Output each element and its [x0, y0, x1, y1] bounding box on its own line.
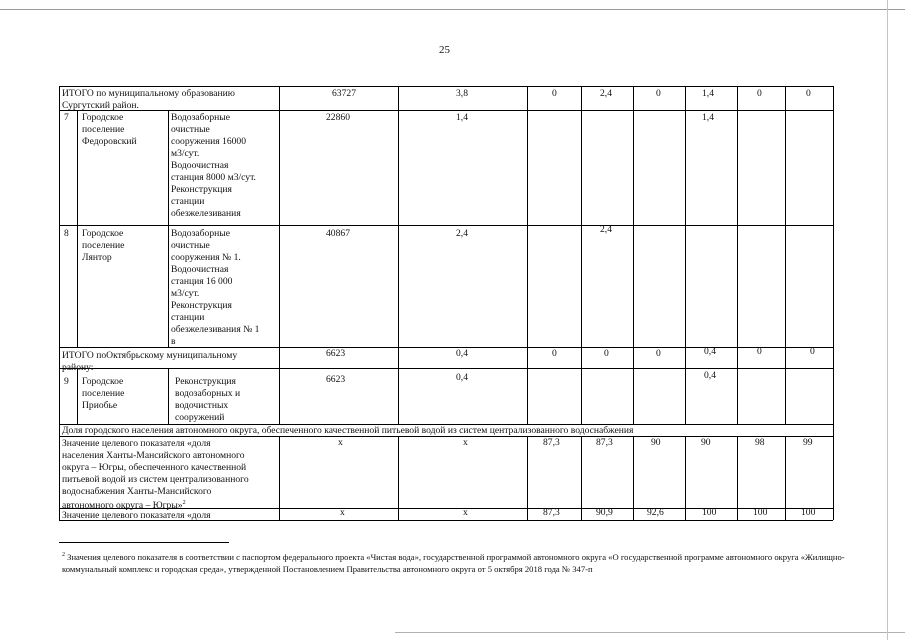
indicator2-c5: 92,6: [647, 507, 664, 518]
row-8-settlement-3: Лянтор: [82, 252, 112, 263]
total-oktyabrsky-c5: 0: [656, 348, 661, 359]
rule-num-b: [77, 368, 78, 424]
row-9-settlement-1: Городское: [82, 376, 124, 387]
indicator2-c2: х: [463, 507, 468, 518]
row-9-c6: 0,4: [704, 370, 716, 381]
row-8-object-6: м3/сут.: [171, 288, 200, 299]
indicator-c5: 90: [651, 437, 661, 448]
indicator-c1: х: [338, 437, 343, 448]
rule-c3-a: [527, 86, 528, 424]
row-7-c2: 1,4: [456, 112, 468, 123]
rule-left: [59, 86, 60, 520]
row-8-number: 8: [64, 228, 69, 239]
row-7-c1: 22860: [326, 112, 350, 123]
indicator-label-1: Значение целевого показателя «доля: [62, 438, 211, 449]
indicator-label-4: питьевой водой из систем централизованного: [62, 474, 249, 485]
indicator-label-6: автономного округа – Югры»$^2$: [62, 500, 186, 512]
rule-c1-b: [279, 436, 280, 520]
indicator-c2: х: [463, 437, 468, 448]
row-8-object-2: очистные: [171, 240, 210, 251]
rule-row1: [59, 110, 833, 111]
rule-row4: [59, 368, 833, 369]
row-7-object-4: м3/сут.: [171, 148, 200, 159]
rule-c6-b: [685, 436, 686, 520]
footnote-text: Значения целевого показателя в соответствии с паспортом федерального проекта «Чистая вода», государственной программой автономного округа «О государственной программе автономного округа «Жилищно-коммунальный комплекс и городская среда», утвержденной Постановлением Правительства автономного округа от 5 октября 2018 года № 347-п: [62, 551, 845, 574]
rule-top: [59, 86, 833, 87]
indicator2-c6: 100: [702, 507, 717, 518]
row-9-c2: 0,4: [456, 372, 468, 383]
rule-c2-b: [398, 436, 399, 520]
row-9-object-1: Реконструкция: [175, 376, 236, 387]
row-9-settlement-2: поселение: [82, 388, 125, 399]
rule-settlement-b: [168, 368, 169, 424]
row-8-object-3: сооружения № 1.: [171, 252, 241, 263]
row-7-object-7: Реконструкция: [171, 184, 232, 195]
rule-c6-a: [685, 86, 686, 424]
row-8-object-10: в: [171, 336, 176, 347]
total-surgut-c1: 63727: [332, 88, 356, 99]
total-surgut-c4: 2,4: [600, 88, 612, 99]
rule-c8-a: [785, 86, 786, 424]
total-surgut-label-1: ИТОГО по муниципальному образованию: [62, 88, 235, 99]
indicator2-c8: 100: [801, 507, 816, 518]
rule-num-a: [77, 110, 78, 347]
total-surgut-c7: 0: [757, 88, 762, 99]
rule-right: [833, 86, 834, 520]
rule-c4-a: [581, 86, 582, 424]
row-8-object-4: Водоочистная: [171, 264, 229, 275]
row-8-object-1: Водозаборные: [171, 228, 230, 239]
rule-c7-a: [737, 86, 738, 424]
row-9-object-2: водозаборных и: [175, 388, 241, 399]
rule-c2-a: [398, 86, 399, 424]
row-9-settlement-3: Приобье: [82, 400, 118, 411]
footnote-mark: 2: [62, 552, 65, 558]
total-oktyabrsky-label-2: району:: [62, 362, 94, 373]
indicator-label-5: водоснабжения Ханты-Мансийского: [62, 486, 212, 497]
row-9-c1: 6623: [326, 374, 346, 385]
total-oktyabrsky-c1: 6623: [326, 348, 346, 359]
total-surgut-c2: 3,8: [456, 88, 468, 99]
row-7-object-9: обезжелезивания: [171, 208, 241, 219]
page-number: 25: [439, 44, 450, 56]
indicator-c3: 87,3: [543, 437, 560, 448]
row-9-object-4: сооружений: [175, 412, 225, 423]
footnote-separator: [59, 542, 229, 543]
row-8-c4: 2,4: [600, 224, 612, 235]
row-8-settlement-2: поселение: [82, 240, 125, 251]
indicator-label-2: населения Ханты-Мансийского автономного: [62, 450, 245, 461]
rule-c4-b: [581, 436, 582, 520]
row-8-object-7: Реконструкция: [171, 300, 232, 311]
row-7-number: 7: [64, 112, 69, 123]
indicator-label-3: округа – Югры, обеспеченного качественной: [62, 462, 247, 473]
total-oktyabrsky-c8: 0: [810, 346, 815, 357]
indicator2-c4: 90,9: [596, 507, 613, 518]
row-8-object-9: обезжелезивания № 1: [171, 324, 260, 335]
rule-c5-b: [633, 436, 634, 520]
total-oktyabrsky-label-1: ИТОГО поОктябрьскому муниципальному: [62, 350, 238, 361]
rule-c8-b: [785, 436, 786, 520]
total-oktyabrsky-c2: 0,4: [456, 348, 468, 359]
total-surgut-c3: 0: [552, 88, 557, 99]
rule-c3-b: [527, 436, 528, 520]
row-8-settlement-1: Городское: [82, 228, 124, 239]
footnote: [62, 549, 852, 575]
rule-c5-a: [633, 86, 634, 424]
total-surgut-c5: 0: [656, 88, 661, 99]
row-9-number: 9: [64, 376, 69, 387]
indicator2-c7: 100: [753, 507, 768, 518]
rule-settlement-a: [168, 110, 169, 347]
row-7-settlement-2: поселение: [82, 124, 125, 135]
total-oktyabrsky-c6: 0,4: [704, 346, 716, 357]
rule-c7-b: [737, 436, 738, 520]
row-7-object-8: станции: [171, 196, 205, 207]
row-7-settlement-1: Городское: [82, 112, 124, 123]
indicator2-c1: х: [340, 507, 345, 518]
total-oktyabrsky-c4: 0: [604, 348, 609, 359]
total-oktyabrsky-c7: 0: [757, 346, 762, 357]
indicator2-label: Значение целевого показателя «доля: [62, 510, 211, 521]
rule-row2: [59, 225, 833, 226]
row-7-c6: 1,4: [702, 112, 714, 123]
row-7-settlement-3: Федоровский: [82, 136, 137, 147]
row-8-object-5: станция 16 000: [171, 276, 233, 287]
total-surgut-label-2: Сургутский район.: [62, 100, 139, 111]
row-7-object-3: сооружения 16000: [171, 136, 247, 147]
row-8-c2: 2,4: [456, 228, 468, 239]
indicator-c6: 90: [701, 437, 711, 448]
indicator-c7: 98: [755, 437, 765, 448]
rule-c1-a: [279, 86, 280, 424]
row-9-object-3: водочистных: [175, 400, 229, 411]
total-oktyabrsky-c3: 0: [552, 348, 557, 359]
indicator-c4: 87,3: [596, 437, 613, 448]
total-surgut-c8: 0: [806, 88, 811, 99]
indicator2-c3: 87,3: [543, 507, 560, 518]
row-7-object-1: Водозаборные: [171, 112, 230, 123]
row-8-object-8: станции: [171, 312, 205, 323]
total-surgut-c6: 1,4: [702, 88, 714, 99]
section-header: Доля городского населения автономного округа, обеспеченного качественной питьевой водой из систем централизованного водоснабжения: [62, 425, 634, 436]
row-7-object-2: очистные: [171, 124, 210, 135]
indicator-footnote-mark: 2: [182, 500, 186, 506]
row-7-object-5: Водоочистная: [171, 160, 229, 171]
row-7-object-6: станция 8000 м3/сут.: [171, 172, 256, 183]
row-8-c1: 40867: [326, 228, 350, 239]
indicator-c8: 99: [803, 437, 813, 448]
